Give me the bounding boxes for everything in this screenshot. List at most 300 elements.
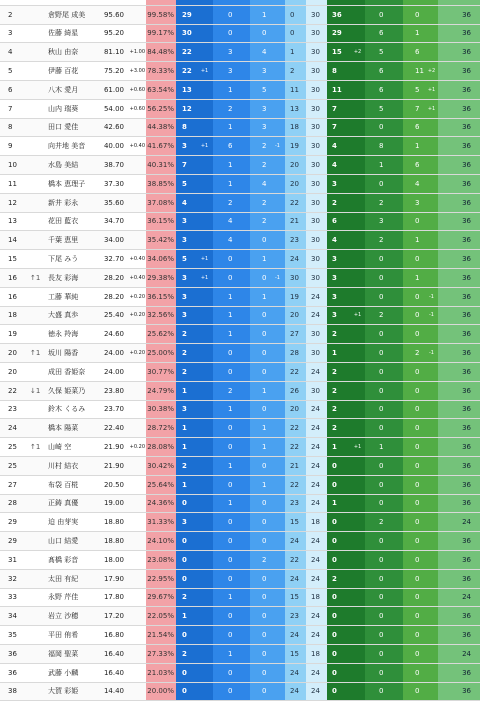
count-col2-cell[interactable]: 0 — [213, 607, 250, 626]
count-col3-cell[interactable]: 0 — [250, 307, 285, 326]
count-col2-cell[interactable]: 0 — [213, 438, 250, 457]
member-name-cell[interactable]: 川村 結衣 — [48, 457, 100, 476]
score-cell[interactable]: 14.40 — [100, 683, 126, 701]
score-cell[interactable]: 19.00 — [100, 495, 126, 514]
percentage-cell[interactable]: 29.38% — [146, 269, 176, 288]
count-col9-cell[interactable]: 24 — [438, 589, 480, 608]
count-col8-delta-cell[interactable]: -1 — [425, 288, 438, 307]
count-col8-cell[interactable]: 0 — [403, 307, 438, 326]
count-col7-cell[interactable]: 0 — [365, 119, 403, 138]
count-col8-delta-cell[interactable] — [425, 43, 438, 62]
score-cell[interactable]: 24.00 — [100, 363, 126, 382]
count-col6-delta-cell[interactable] — [350, 607, 365, 626]
percentage-cell[interactable]: 22.05% — [146, 607, 176, 626]
count-col6-cell[interactable]: 0 — [327, 513, 365, 532]
count-col8-cell[interactable]: 7 — [403, 100, 438, 119]
count-col1-delta-cell[interactable] — [196, 589, 213, 608]
count-col7-cell[interactable]: 0 — [365, 457, 403, 476]
score-cell[interactable]: 32.70 — [100, 250, 126, 269]
rank-cell[interactable]: 25 — [0, 457, 22, 476]
rank-change-cell[interactable] — [22, 532, 48, 551]
count-col1-delta-cell[interactable] — [196, 325, 213, 344]
member-name-cell[interactable]: 正鋳 真優 — [48, 495, 100, 514]
count-col3-delta-cell[interactable] — [270, 62, 285, 81]
score-cell[interactable]: 23.70 — [100, 401, 126, 420]
score-delta-cell[interactable] — [126, 476, 146, 495]
count-col3-cell[interactable]: 3 — [250, 119, 285, 138]
rank-change-cell[interactable] — [22, 119, 48, 138]
rank-change-cell[interactable] — [22, 194, 48, 213]
count-col3-delta-cell[interactable] — [270, 382, 285, 401]
count-col1-cell[interactable]: 3 — [176, 513, 213, 532]
count-col5-cell[interactable]: 18 — [306, 589, 327, 608]
member-name-cell[interactable]: 水島 美結 — [48, 156, 100, 175]
count-col4-cell[interactable]: 1 — [285, 43, 306, 62]
score-delta-cell[interactable]: +0.40 — [126, 269, 146, 288]
rank-change-cell[interactable] — [22, 363, 48, 382]
count-col1-cell[interactable]: 3 — [176, 231, 213, 250]
count-col4-cell[interactable]: 22 — [285, 476, 306, 495]
score-cell[interactable]: 42.60 — [100, 119, 126, 138]
count-col8-cell[interactable]: 0 — [403, 476, 438, 495]
count-col3-cell[interactable]: 0 — [250, 626, 285, 645]
rank-cell[interactable]: 27 — [0, 476, 22, 495]
count-col6-delta-cell[interactable] — [350, 100, 365, 119]
count-col6-delta-cell[interactable] — [350, 344, 365, 363]
count-col3-delta-cell[interactable] — [270, 119, 285, 138]
count-col3-delta-cell[interactable] — [270, 589, 285, 608]
table-row[interactable] — [0, 25, 480, 44]
score-cell[interactable]: 28.20 — [100, 269, 126, 288]
rank-change-cell[interactable]: ↓1 — [22, 382, 48, 401]
count-col2-cell[interactable]: 1 — [213, 119, 250, 138]
member-name-cell[interactable]: 山崎 空 — [48, 438, 100, 457]
count-col3-delta-cell[interactable] — [270, 175, 285, 194]
count-col1-delta-cell[interactable] — [196, 363, 213, 382]
count-col6-cell[interactable]: 0 — [327, 457, 365, 476]
rank-cell[interactable]: 23 — [0, 401, 22, 420]
count-col6-delta-cell[interactable] — [350, 231, 365, 250]
count-col1-delta-cell[interactable] — [196, 570, 213, 589]
score-cell[interactable]: 95.60 — [100, 6, 126, 25]
count-col1-delta-cell[interactable] — [196, 645, 213, 664]
count-col1-cell[interactable]: 2 — [176, 344, 213, 363]
count-col5-cell[interactable]: 24 — [306, 570, 327, 589]
rank-change-cell[interactable] — [22, 307, 48, 326]
count-col1-delta-cell[interactable] — [196, 438, 213, 457]
percentage-cell[interactable]: 78.33% — [146, 62, 176, 81]
rank-change-cell[interactable]: ↑1 — [22, 269, 48, 288]
member-name-cell[interactable]: 久保 姫菜乃 — [48, 382, 100, 401]
count-col2-cell[interactable]: 1 — [213, 401, 250, 420]
count-col6-delta-cell[interactable] — [350, 419, 365, 438]
count-col8-delta-cell[interactable] — [425, 570, 438, 589]
count-col1-cell[interactable]: 0 — [176, 551, 213, 570]
count-col3-delta-cell[interactable] — [270, 401, 285, 420]
count-col6-cell[interactable]: 4 — [327, 156, 365, 175]
count-col2-cell[interactable]: 1 — [213, 325, 250, 344]
member-name-cell[interactable]: 山口 結愛 — [48, 532, 100, 551]
count-col5-cell[interactable]: 24 — [306, 607, 327, 626]
count-col9-cell[interactable]: 36 — [438, 363, 480, 382]
count-col8-delta-cell[interactable] — [425, 6, 438, 25]
table-row[interactable] — [0, 363, 480, 382]
count-col9-cell[interactable]: 36 — [438, 43, 480, 62]
count-col3-delta-cell[interactable] — [270, 683, 285, 701]
count-col6-cell[interactable]: 2 — [327, 419, 365, 438]
rank-cell[interactable]: 32 — [0, 570, 22, 589]
count-col5-cell[interactable]: 30 — [306, 119, 327, 138]
rank-cell[interactable]: 28 — [0, 495, 22, 514]
count-col6-delta-cell[interactable]: +1 — [350, 307, 365, 326]
count-col2-cell[interactable]: 1 — [213, 81, 250, 100]
count-col3-delta-cell[interactable] — [270, 363, 285, 382]
score-delta-cell[interactable] — [126, 570, 146, 589]
count-col1-cell[interactable]: 3 — [176, 288, 213, 307]
rank-change-cell[interactable] — [22, 213, 48, 232]
count-col6-cell[interactable]: 0 — [327, 626, 365, 645]
count-col2-cell[interactable]: 0 — [213, 25, 250, 44]
rank-change-cell[interactable] — [22, 231, 48, 250]
score-delta-cell[interactable] — [126, 382, 146, 401]
score-delta-cell[interactable]: +0.20 — [126, 438, 146, 457]
count-col3-cell[interactable]: 3 — [250, 100, 285, 119]
table-row[interactable] — [0, 589, 480, 608]
rank-change-cell[interactable] — [22, 551, 48, 570]
count-col3-delta-cell[interactable] — [270, 551, 285, 570]
count-col1-cell[interactable]: 1 — [176, 382, 213, 401]
score-cell[interactable]: 18.80 — [100, 513, 126, 532]
count-col3-delta-cell[interactable]: -1 — [270, 137, 285, 156]
member-name-cell[interactable]: 山内 瑞葵 — [48, 100, 100, 119]
score-delta-cell[interactable] — [126, 645, 146, 664]
rank-cell[interactable]: 11 — [0, 175, 22, 194]
count-col8-delta-cell[interactable] — [425, 363, 438, 382]
count-col2-cell[interactable]: 1 — [213, 589, 250, 608]
count-col8-cell[interactable]: 1 — [403, 231, 438, 250]
count-col8-cell[interactable]: 11 — [403, 62, 438, 81]
count-col9-cell[interactable]: 36 — [438, 495, 480, 514]
table-row[interactable] — [0, 626, 480, 645]
count-col3-delta-cell[interactable] — [270, 213, 285, 232]
table-row[interactable] — [0, 457, 480, 476]
count-col5-cell[interactable]: 24 — [306, 401, 327, 420]
count-col8-cell[interactable]: 0 — [403, 607, 438, 626]
score-delta-cell[interactable] — [126, 175, 146, 194]
percentage-cell[interactable]: 24.36% — [146, 495, 176, 514]
count-col4-cell[interactable]: 24 — [285, 250, 306, 269]
percentage-cell[interactable]: 28.72% — [146, 419, 176, 438]
rank-cell[interactable]: 24 — [0, 419, 22, 438]
count-col6-cell[interactable]: 15 — [327, 43, 365, 62]
count-col6-delta-cell[interactable] — [350, 401, 365, 420]
table-row[interactable] — [0, 532, 480, 551]
table-row[interactable] — [0, 43, 480, 62]
count-col1-cell[interactable]: 2 — [176, 325, 213, 344]
count-col6-cell[interactable]: 2 — [327, 401, 365, 420]
count-col7-cell[interactable]: 0 — [365, 551, 403, 570]
member-name-cell[interactable]: 髙橋 彩音 — [48, 551, 100, 570]
member-name-cell[interactable]: 倉野尾 成美 — [48, 6, 100, 25]
rank-change-cell[interactable] — [22, 607, 48, 626]
member-name-cell[interactable]: 岩立 沙穂 — [48, 607, 100, 626]
table-row[interactable] — [0, 513, 480, 532]
count-col1-cell[interactable]: 12 — [176, 100, 213, 119]
member-name-cell[interactable]: 武藤 小麟 — [48, 664, 100, 683]
count-col9-cell[interactable]: 36 — [438, 288, 480, 307]
count-col3-cell[interactable]: 0 — [250, 607, 285, 626]
count-col6-cell[interactable]: 2 — [327, 194, 365, 213]
count-col1-cell[interactable]: 2 — [176, 457, 213, 476]
count-col3-cell[interactable]: 4 — [250, 175, 285, 194]
count-col1-delta-cell[interactable] — [196, 495, 213, 514]
count-col9-cell[interactable]: 36 — [438, 175, 480, 194]
count-col8-cell[interactable]: 0 — [403, 589, 438, 608]
count-col1-delta-cell[interactable]: +1 — [196, 269, 213, 288]
count-col1-delta-cell[interactable]: +1 — [196, 62, 213, 81]
rank-cell[interactable]: 33 — [0, 589, 22, 608]
count-col8-cell[interactable]: 0 — [403, 250, 438, 269]
count-col9-cell[interactable]: 36 — [438, 307, 480, 326]
count-col8-delta-cell[interactable]: -1 — [425, 307, 438, 326]
score-cell[interactable]: 17.90 — [100, 570, 126, 589]
count-col4-cell[interactable]: 27 — [285, 325, 306, 344]
count-col6-delta-cell[interactable] — [350, 269, 365, 288]
score-delta-cell[interactable]: +1.00 — [126, 43, 146, 62]
count-col5-cell[interactable]: 30 — [306, 62, 327, 81]
rank-change-cell[interactable] — [22, 25, 48, 44]
count-col6-cell[interactable]: 3 — [327, 269, 365, 288]
count-col1-cell[interactable]: 3 — [176, 307, 213, 326]
count-col2-cell[interactable]: 0 — [213, 269, 250, 288]
count-col6-delta-cell[interactable] — [350, 175, 365, 194]
score-delta-cell[interactable] — [126, 495, 146, 514]
count-col3-delta-cell[interactable] — [270, 513, 285, 532]
count-col4-cell[interactable]: 20 — [285, 156, 306, 175]
score-delta-cell[interactable]: +0.20 — [126, 288, 146, 307]
member-name-cell[interactable]: 工藤 華純 — [48, 288, 100, 307]
count-col8-cell[interactable]: 0 — [403, 513, 438, 532]
count-col9-cell[interactable]: 36 — [438, 119, 480, 138]
count-col5-cell[interactable]: 24 — [306, 307, 327, 326]
count-col5-cell[interactable]: 24 — [306, 288, 327, 307]
count-col1-delta-cell[interactable] — [196, 119, 213, 138]
count-col3-cell[interactable]: 1 — [250, 419, 285, 438]
count-col1-cell[interactable]: 22 — [176, 62, 213, 81]
count-col1-cell[interactable]: 3 — [176, 401, 213, 420]
rank-cell[interactable]: 12 — [0, 194, 22, 213]
count-col8-delta-cell[interactable] — [425, 175, 438, 194]
count-col3-cell[interactable]: 0 — [250, 495, 285, 514]
count-col1-cell[interactable]: 30 — [176, 25, 213, 44]
count-col9-cell[interactable]: 36 — [438, 626, 480, 645]
count-col9-cell[interactable]: 36 — [438, 25, 480, 44]
count-col3-cell[interactable]: 0 — [250, 532, 285, 551]
rank-cell[interactable]: 34 — [0, 607, 22, 626]
count-col6-delta-cell[interactable] — [350, 551, 365, 570]
table-row[interactable] — [0, 419, 480, 438]
count-col5-cell[interactable]: 30 — [306, 325, 327, 344]
rank-change-cell[interactable] — [22, 100, 48, 119]
count-col9-cell[interactable]: 36 — [438, 62, 480, 81]
count-col7-cell[interactable]: 2 — [365, 307, 403, 326]
count-col6-delta-cell[interactable] — [350, 250, 365, 269]
count-col8-cell[interactable]: 4 — [403, 175, 438, 194]
percentage-cell[interactable]: 27.33% — [146, 645, 176, 664]
count-col4-cell[interactable]: 22 — [285, 363, 306, 382]
count-col5-cell[interactable]: 24 — [306, 476, 327, 495]
count-col1-delta-cell[interactable] — [196, 532, 213, 551]
count-col1-cell[interactable]: 5 — [176, 175, 213, 194]
score-delta-cell[interactable] — [126, 513, 146, 532]
count-col9-cell[interactable]: 36 — [438, 570, 480, 589]
count-col7-cell[interactable]: 0 — [365, 175, 403, 194]
member-name-cell[interactable]: 下尾 みう — [48, 250, 100, 269]
member-name-cell[interactable]: 佐藤 綺星 — [48, 25, 100, 44]
count-col6-delta-cell[interactable] — [350, 119, 365, 138]
count-col4-cell[interactable]: 22 — [285, 419, 306, 438]
count-col3-delta-cell[interactable] — [270, 6, 285, 25]
score-cell[interactable]: 22.40 — [100, 419, 126, 438]
count-col8-delta-cell[interactable]: +2 — [425, 62, 438, 81]
table-row[interactable] — [0, 645, 480, 664]
count-col6-cell[interactable]: 0 — [327, 683, 365, 701]
count-col3-cell[interactable]: 1 — [250, 288, 285, 307]
count-col2-cell[interactable]: 3 — [213, 62, 250, 81]
count-col8-delta-cell[interactable] — [425, 382, 438, 401]
count-col2-cell[interactable]: 0 — [213, 344, 250, 363]
count-col8-delta-cell[interactable] — [425, 213, 438, 232]
count-col2-cell[interactable]: 0 — [213, 570, 250, 589]
count-col9-cell[interactable]: 24 — [438, 645, 480, 664]
percentage-cell[interactable]: 41.67% — [146, 137, 176, 156]
count-col6-cell[interactable]: 0 — [327, 551, 365, 570]
count-col5-cell[interactable]: 24 — [306, 626, 327, 645]
rank-change-cell[interactable] — [22, 626, 48, 645]
count-col8-cell[interactable]: 1 — [403, 137, 438, 156]
table-row[interactable] — [0, 269, 480, 288]
score-cell[interactable]: 24.00 — [100, 344, 126, 363]
rank-cell[interactable]: 25 — [0, 438, 22, 457]
member-name-cell[interactable]: 八木 愛月 — [48, 81, 100, 100]
member-name-cell[interactable]: 橋本 陽菜 — [48, 419, 100, 438]
percentage-cell[interactable]: 21.03% — [146, 664, 176, 683]
rank-cell[interactable]: 2 — [0, 6, 22, 25]
count-col8-delta-cell[interactable] — [425, 664, 438, 683]
count-col4-cell[interactable]: 22 — [285, 194, 306, 213]
count-col6-delta-cell[interactable] — [350, 532, 365, 551]
rank-change-cell[interactable] — [22, 476, 48, 495]
score-delta-cell[interactable] — [126, 231, 146, 250]
count-col4-cell[interactable]: 18 — [285, 119, 306, 138]
count-col8-delta-cell[interactable]: -1 — [425, 344, 438, 363]
count-col3-cell[interactable]: 0 — [250, 269, 285, 288]
count-col6-delta-cell[interactable]: +1 — [350, 438, 365, 457]
count-col1-delta-cell[interactable] — [196, 307, 213, 326]
count-col6-delta-cell[interactable] — [350, 664, 365, 683]
rank-cell[interactable]: 38 — [0, 683, 22, 701]
table-row[interactable] — [0, 6, 480, 25]
table-row[interactable] — [0, 438, 480, 457]
member-name-cell[interactable]: 長友 彩海 — [48, 269, 100, 288]
count-col1-cell[interactable]: 1 — [176, 607, 213, 626]
score-delta-cell[interactable]: +0.40 — [126, 137, 146, 156]
count-col8-delta-cell[interactable] — [425, 532, 438, 551]
count-col7-cell[interactable]: 6 — [365, 62, 403, 81]
count-col6-delta-cell[interactable] — [350, 495, 365, 514]
count-col7-cell[interactable]: 0 — [365, 6, 403, 25]
rank-change-cell[interactable] — [22, 419, 48, 438]
count-col4-cell[interactable]: 23 — [285, 607, 306, 626]
count-col8-delta-cell[interactable] — [425, 607, 438, 626]
rank-change-cell[interactable] — [22, 683, 48, 701]
score-cell[interactable]: 18.00 — [100, 551, 126, 570]
score-cell[interactable]: 21.90 — [100, 438, 126, 457]
count-col2-cell[interactable]: 1 — [213, 645, 250, 664]
count-col4-cell[interactable]: 20 — [285, 307, 306, 326]
count-col6-delta-cell[interactable] — [350, 325, 365, 344]
percentage-cell[interactable]: 32.56% — [146, 307, 176, 326]
count-col4-cell[interactable]: 20 — [285, 401, 306, 420]
count-col3-delta-cell[interactable] — [270, 457, 285, 476]
count-col1-cell[interactable]: 1 — [176, 476, 213, 495]
count-col4-cell[interactable]: 23 — [285, 495, 306, 514]
count-col4-cell[interactable]: 30 — [285, 269, 306, 288]
score-delta-cell[interactable] — [126, 119, 146, 138]
count-col6-delta-cell[interactable] — [350, 570, 365, 589]
count-col6-cell[interactable]: 11 — [327, 81, 365, 100]
count-col1-cell[interactable]: 2 — [176, 645, 213, 664]
count-col4-cell[interactable]: 22 — [285, 438, 306, 457]
score-delta-cell[interactable] — [126, 683, 146, 701]
count-col5-cell[interactable]: 30 — [306, 344, 327, 363]
count-col3-cell[interactable]: 5 — [250, 81, 285, 100]
score-delta-cell[interactable]: +3.00 — [126, 62, 146, 81]
count-col9-cell[interactable]: 36 — [438, 401, 480, 420]
count-col8-delta-cell[interactable]: +1 — [425, 81, 438, 100]
percentage-cell[interactable]: 24.79% — [146, 382, 176, 401]
count-col3-delta-cell[interactable] — [270, 288, 285, 307]
count-col8-cell[interactable]: 0 — [403, 438, 438, 457]
count-col1-delta-cell[interactable] — [196, 213, 213, 232]
count-col6-cell[interactable]: 4 — [327, 137, 365, 156]
count-col7-cell[interactable]: 0 — [365, 250, 403, 269]
count-col3-cell[interactable]: 1 — [250, 250, 285, 269]
count-col4-cell[interactable]: 0 — [285, 25, 306, 44]
count-col9-cell[interactable]: 36 — [438, 683, 480, 701]
count-col7-cell[interactable]: 5 — [365, 43, 403, 62]
table-row[interactable] — [0, 156, 480, 175]
count-col6-cell[interactable]: 8 — [327, 62, 365, 81]
percentage-cell[interactable]: 99.58% — [146, 6, 176, 25]
count-col4-cell[interactable]: 19 — [285, 288, 306, 307]
percentage-cell[interactable]: 38.85% — [146, 175, 176, 194]
count-col3-delta-cell[interactable] — [270, 344, 285, 363]
count-col6-cell[interactable]: 4 — [327, 231, 365, 250]
table-row[interactable] — [0, 119, 480, 138]
count-col6-cell[interactable]: 3 — [327, 175, 365, 194]
table-row[interactable] — [0, 325, 480, 344]
count-col5-cell[interactable]: 18 — [306, 645, 327, 664]
count-col1-delta-cell[interactable] — [196, 288, 213, 307]
count-col1-delta-cell[interactable] — [196, 513, 213, 532]
score-cell[interactable]: 16.40 — [100, 645, 126, 664]
rank-cell[interactable]: 20 — [0, 344, 22, 363]
count-col1-cell[interactable]: 0 — [176, 664, 213, 683]
count-col2-cell[interactable]: 1 — [213, 307, 250, 326]
count-col8-cell[interactable]: 1 — [403, 269, 438, 288]
count-col7-cell[interactable]: 0 — [365, 363, 403, 382]
